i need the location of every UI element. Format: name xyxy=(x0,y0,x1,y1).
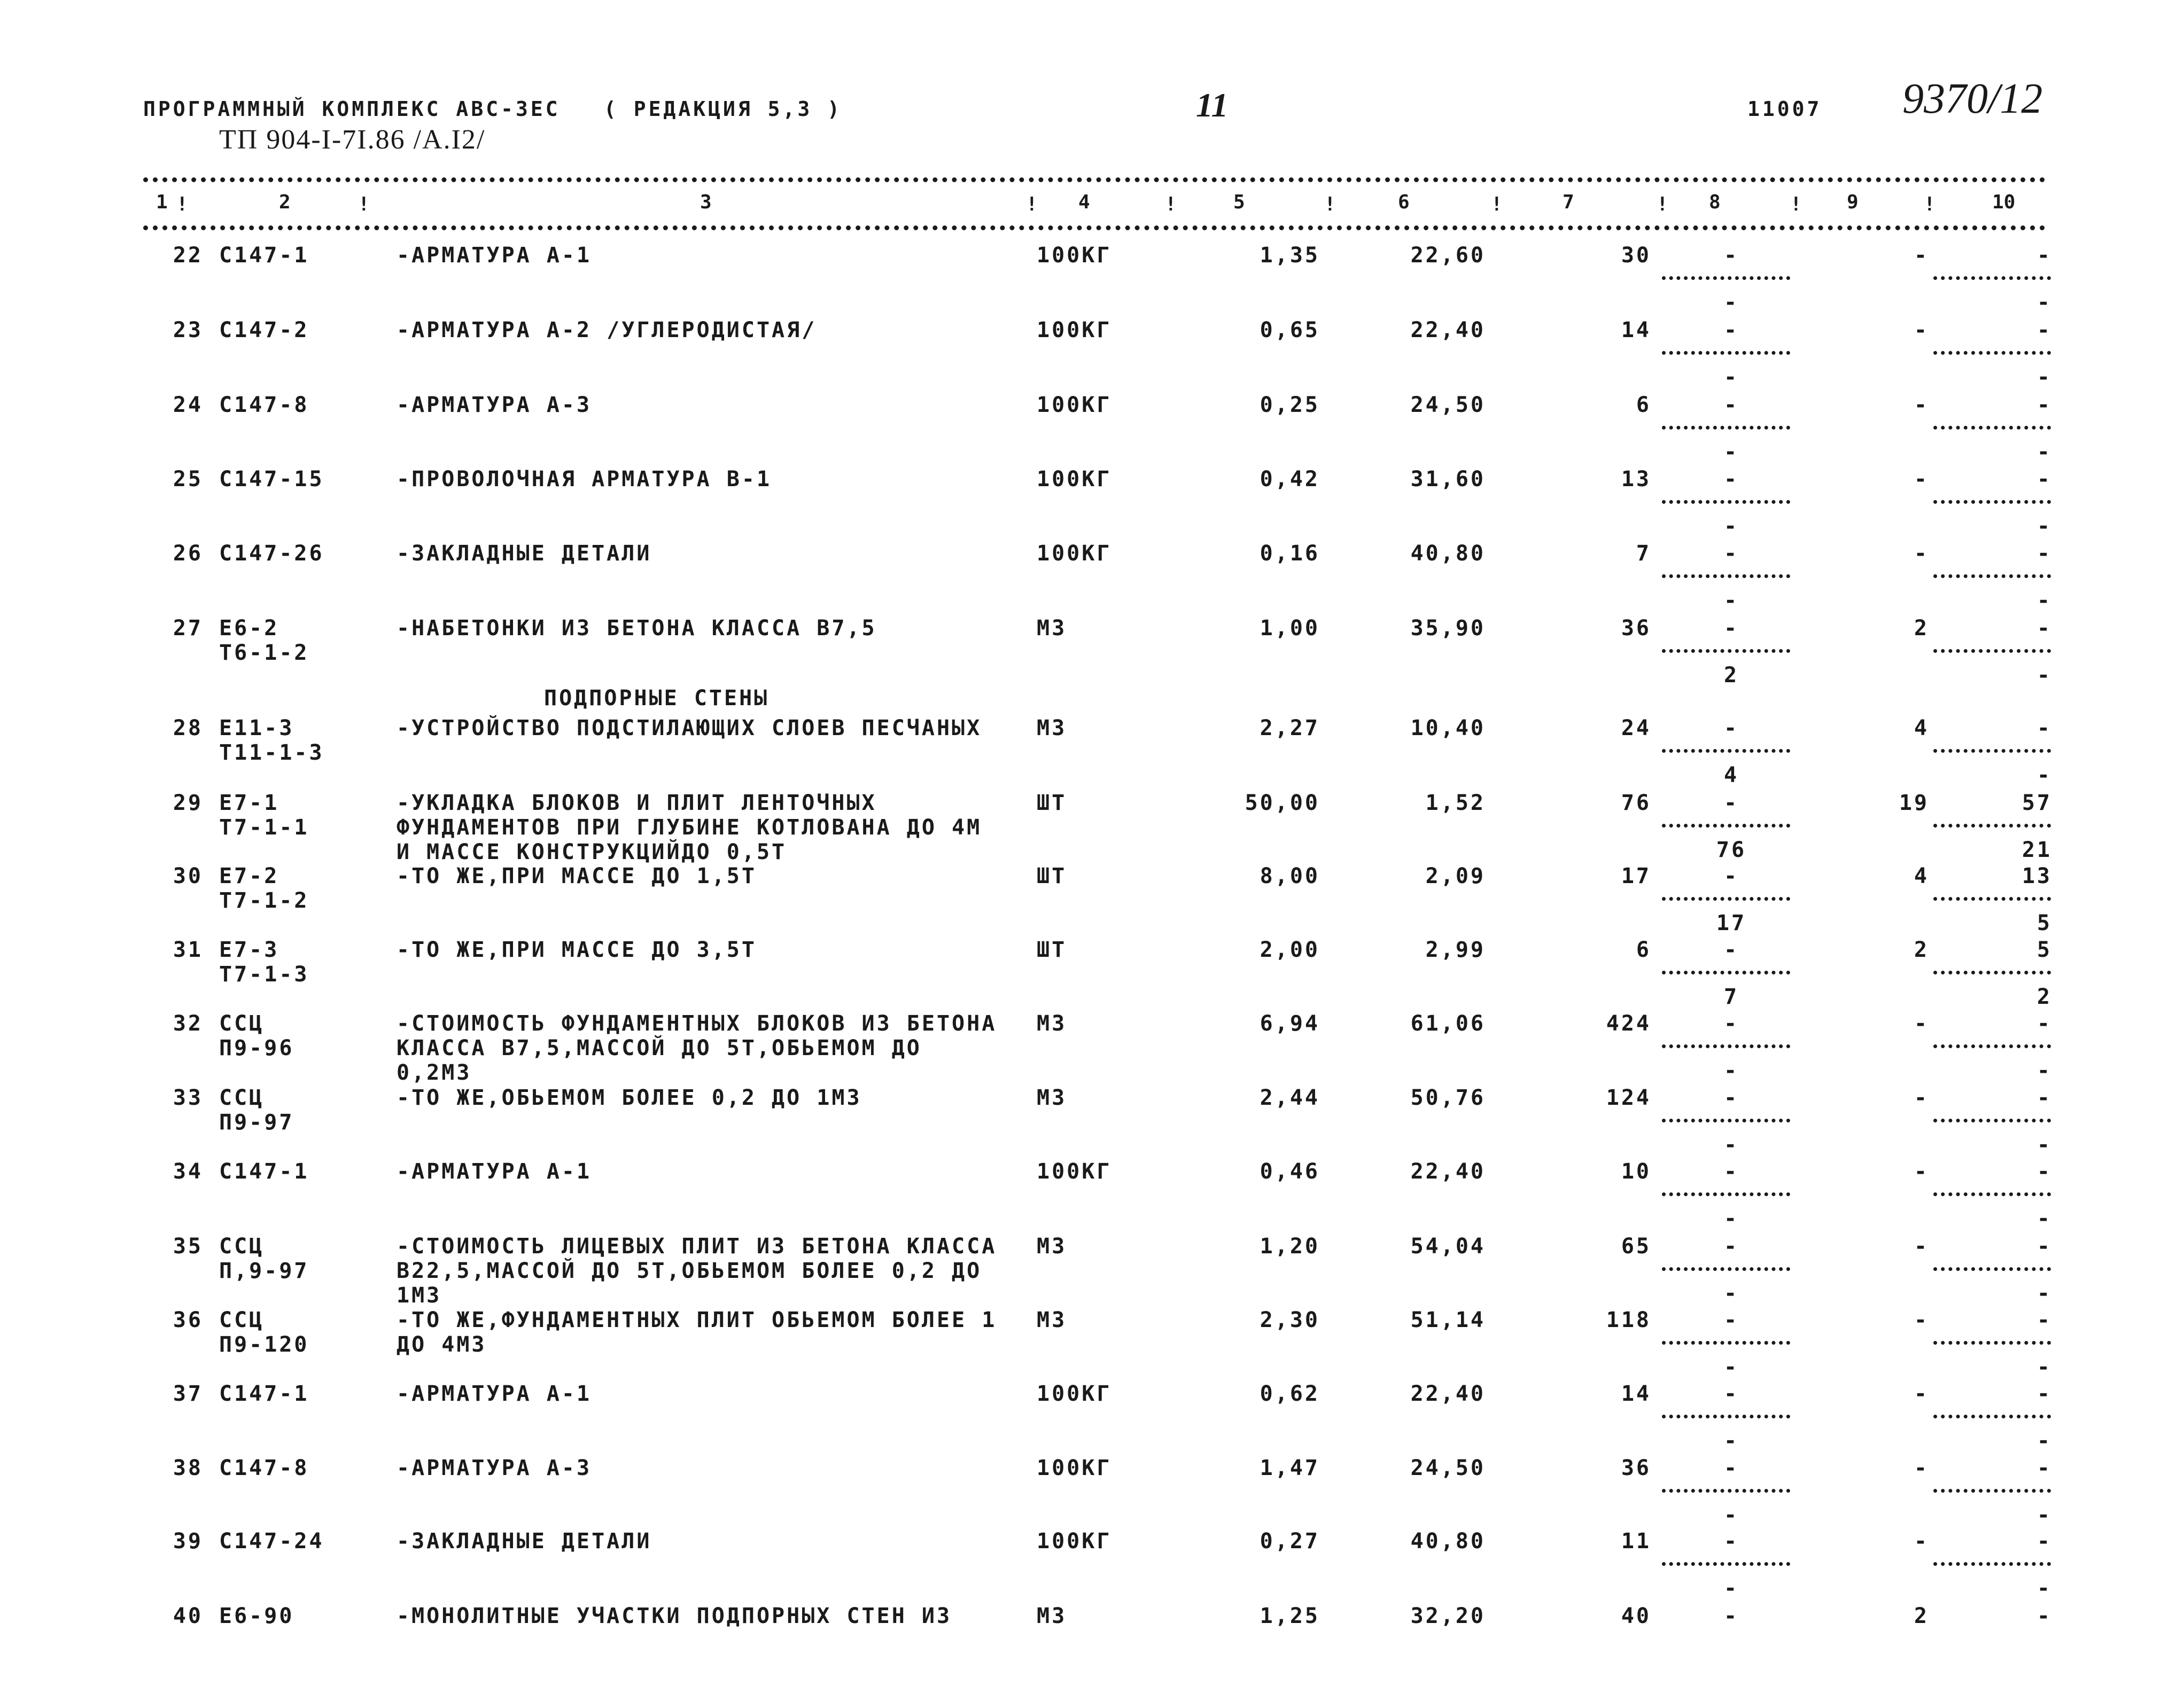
column-separator: ! xyxy=(1026,193,1038,215)
work-description: -АРМАТУРА А-1 xyxy=(397,1382,592,1406)
rate-code: С147-1 xyxy=(219,1159,309,1184)
cell-divider xyxy=(1933,351,2051,355)
cell-divider xyxy=(1662,1562,1790,1566)
column-separator: ! xyxy=(1165,193,1177,215)
col8-value: - xyxy=(1723,1086,1739,1110)
unit: ШТ xyxy=(1037,864,1067,888)
rate-code: С147-1 xyxy=(219,243,309,268)
quantity: 0,62 xyxy=(1260,1382,1320,1406)
cell-divider xyxy=(1933,1489,2051,1493)
row-number: 33 xyxy=(173,1086,203,1110)
total-cost: 24 xyxy=(1621,716,1651,740)
rate-code: Е7-1 Т7-1-1 xyxy=(219,791,309,840)
col8-value: - xyxy=(1723,318,1739,342)
col8-subvalue: - xyxy=(1723,1355,1739,1379)
work-description: -АРМАТУРА А-3 xyxy=(397,1456,592,1480)
col10-subvalue: - xyxy=(2037,1281,2052,1306)
col10-value: - xyxy=(2037,716,2052,740)
col10-subvalue: - xyxy=(2037,663,2052,688)
col9-value: 4 xyxy=(1914,716,1929,740)
col8-subvalue: - xyxy=(1723,440,1739,464)
project-code: ТП 904-I-7I.86 /А.I2/ xyxy=(219,124,486,155)
unit-price: 1,52 xyxy=(1425,791,1486,815)
column-separator: ! xyxy=(1790,193,1802,215)
unit: 100КГ xyxy=(1037,1456,1112,1480)
unit: ШТ xyxy=(1037,791,1067,815)
column-header-4: 4 xyxy=(1078,191,1090,213)
col8-subvalue: 4 xyxy=(1723,763,1739,787)
col10-value: 5 xyxy=(2037,938,2052,962)
unit-price: 61,06 xyxy=(1410,1011,1486,1036)
rate-code: ССЦ П9-96 xyxy=(219,1011,294,1060)
col9-value: - xyxy=(1914,1011,1929,1036)
column-separator: ! xyxy=(1324,193,1336,215)
edition-label: ( РЕДАКЦИЯ 5,3 ) xyxy=(604,97,843,121)
header-rule-bottom xyxy=(143,225,2046,230)
unit: 100КГ xyxy=(1037,467,1112,491)
col9-value: 2 xyxy=(1914,616,1929,641)
cell-divider xyxy=(1933,500,2051,504)
col8-value: - xyxy=(1723,243,1739,268)
col9-value: - xyxy=(1914,1234,1929,1259)
row-number: 35 xyxy=(173,1234,203,1259)
quantity: 2,27 xyxy=(1260,716,1320,740)
row-number: 39 xyxy=(173,1529,203,1554)
unit-price: 51,14 xyxy=(1410,1308,1486,1332)
col8-value: - xyxy=(1723,864,1739,888)
unit: М3 xyxy=(1037,1234,1067,1259)
col10-subvalue: 2 xyxy=(2037,985,2052,1009)
row-number: 30 xyxy=(173,864,203,888)
col8-value: - xyxy=(1723,791,1739,815)
unit-price: 10,40 xyxy=(1410,716,1486,740)
col8-value: - xyxy=(1723,1011,1739,1036)
column-separator: ! xyxy=(1657,193,1668,215)
col9-value: - xyxy=(1914,393,1929,417)
col8-value: - xyxy=(1723,716,1739,740)
column-header-6: 6 xyxy=(1398,191,1410,213)
rate-code: Е7-2 Т7-1-2 xyxy=(219,864,309,913)
cell-divider xyxy=(1933,1044,2051,1048)
total-cost: 76 xyxy=(1621,791,1651,815)
col8-value: - xyxy=(1723,616,1739,641)
col8-subvalue: 7 xyxy=(1723,985,1739,1009)
work-description: -ПРОВОЛОЧНАЯ АРМАТУРА В-1 xyxy=(397,467,772,491)
total-cost: 11 xyxy=(1621,1529,1651,1554)
work-description: -АРМАТУРА А-1 xyxy=(397,243,592,268)
handwritten-sheet-number: 9370/12 xyxy=(1902,75,2043,122)
unit-price: 22,40 xyxy=(1410,1382,1486,1406)
row-number: 37 xyxy=(173,1382,203,1406)
total-cost: 40 xyxy=(1621,1604,1651,1628)
work-description: -НАБЕТОНКИ ИЗ БЕТОНА КЛАССА В7,5 xyxy=(397,616,877,641)
col10-subvalue: - xyxy=(2037,1355,2052,1379)
cell-divider xyxy=(1662,897,1790,901)
row-number: 40 xyxy=(173,1604,203,1628)
unit-price: 22,40 xyxy=(1410,318,1486,342)
total-cost: 17 xyxy=(1621,864,1651,888)
col10-value: - xyxy=(2037,1011,2052,1036)
total-cost: 6 xyxy=(1636,393,1651,417)
col10-value: - xyxy=(2037,467,2052,491)
col10-value: - xyxy=(2037,1234,2052,1259)
col8-subvalue: - xyxy=(1723,1206,1739,1231)
column-separator: ! xyxy=(1924,193,1936,215)
column-header-7: 7 xyxy=(1563,191,1574,213)
col10-value: - xyxy=(2037,1159,2052,1184)
unit-price: 24,50 xyxy=(1410,1456,1486,1480)
column-separator: ! xyxy=(176,193,188,215)
cell-divider xyxy=(1933,1192,2051,1196)
cell-divider xyxy=(1662,824,1790,828)
unit-price: 40,80 xyxy=(1410,1529,1486,1554)
rate-code: С147-26 xyxy=(219,541,324,566)
quantity: 2,00 xyxy=(1260,938,1320,962)
col8-value: - xyxy=(1723,1529,1739,1554)
unit: 100КГ xyxy=(1037,1159,1112,1184)
unit: М3 xyxy=(1037,616,1067,641)
col10-subvalue: - xyxy=(2037,290,2052,315)
cell-divider xyxy=(1933,1562,2051,1566)
cell-divider xyxy=(1662,1415,1790,1418)
unit: М3 xyxy=(1037,1086,1067,1110)
row-number: 27 xyxy=(173,616,203,641)
cell-divider xyxy=(1662,1044,1790,1048)
row-number: 22 xyxy=(173,243,203,268)
rate-code: ССЦ П9-120 xyxy=(219,1308,309,1357)
work-description: -ТО ЖЕ,ОБЬЕМОМ БОЛЕЕ 0,2 ДО 1М3 xyxy=(397,1086,862,1110)
col10-value: - xyxy=(2037,541,2052,566)
cell-divider xyxy=(1662,276,1790,280)
row-number: 31 xyxy=(173,938,203,962)
work-description: -ЗАКЛАДНЫЕ ДЕТАЛИ xyxy=(397,541,652,566)
unit: 100КГ xyxy=(1037,318,1112,342)
quantity: 0,16 xyxy=(1260,541,1320,566)
unit-price: 35,90 xyxy=(1410,616,1486,641)
program-title: ПРОГРАММНЫЙ КОМПЛЕКС АВС-3ЕС xyxy=(143,97,561,121)
total-cost: 10 xyxy=(1621,1159,1651,1184)
col8-value: - xyxy=(1723,1604,1739,1628)
col10-subvalue: - xyxy=(2037,1058,2052,1083)
quantity: 1,47 xyxy=(1260,1456,1320,1480)
col9-value: - xyxy=(1914,1382,1929,1406)
unit: 100КГ xyxy=(1037,243,1112,268)
row-number: 24 xyxy=(173,393,203,417)
cell-divider xyxy=(1933,1341,2051,1345)
total-cost: 118 xyxy=(1606,1308,1651,1332)
rate-code: С147-24 xyxy=(219,1529,324,1554)
col10-value: 57 xyxy=(2022,791,2052,815)
col9-value: - xyxy=(1914,243,1929,268)
col10-subvalue: - xyxy=(2037,365,2052,389)
unit: М3 xyxy=(1037,1308,1067,1332)
column-header-10: 10 xyxy=(1992,191,2016,213)
col8-value: - xyxy=(1723,467,1739,491)
unit-price: 2,99 xyxy=(1425,938,1486,962)
work-description: -МОНОЛИТНЫЕ УЧАСТКИ ПОДПОРНЫХ СТЕН ИЗ xyxy=(397,1604,952,1628)
quantity: 6,94 xyxy=(1260,1011,1320,1036)
work-description: -ТО ЖЕ,ПРИ МАССЕ ДО 3,5Т xyxy=(397,938,757,962)
unit: 100КГ xyxy=(1037,1382,1112,1406)
column-header-9: 9 xyxy=(1847,191,1859,213)
column-separator: ! xyxy=(1491,193,1503,215)
col10-subvalue: - xyxy=(2037,440,2052,464)
quantity: 0,25 xyxy=(1260,393,1320,417)
col8-value: - xyxy=(1723,541,1739,566)
col9-value: 2 xyxy=(1914,938,1929,962)
col8-value: - xyxy=(1723,1234,1739,1259)
col8-value: - xyxy=(1723,1159,1739,1184)
document-code: 11007 xyxy=(1747,97,1822,121)
work-description: -ТО ЖЕ,ПРИ МАССЕ ДО 1,5Т xyxy=(397,864,757,888)
col8-subvalue: - xyxy=(1723,1576,1739,1601)
cell-divider xyxy=(1662,649,1790,653)
quantity: 0,42 xyxy=(1260,467,1320,491)
col10-value: - xyxy=(2037,1604,2052,1628)
col8-value: - xyxy=(1723,1382,1739,1406)
unit: 100КГ xyxy=(1037,541,1112,566)
cell-divider xyxy=(1662,1192,1790,1196)
col8-subvalue: - xyxy=(1723,1429,1739,1453)
total-cost: 6 xyxy=(1636,938,1651,962)
col8-subvalue: - xyxy=(1723,1503,1739,1527)
cell-divider xyxy=(1933,276,2051,280)
rate-code: Е7-3 Т7-1-3 xyxy=(219,938,309,987)
rate-code: ССЦ П9-97 xyxy=(219,1086,294,1135)
unit-price: 2,09 xyxy=(1425,864,1486,888)
unit: М3 xyxy=(1037,716,1067,740)
quantity: 2,44 xyxy=(1260,1086,1320,1110)
row-number: 29 xyxy=(173,791,203,815)
cell-divider xyxy=(1662,1119,1790,1122)
cell-divider xyxy=(1662,749,1790,753)
cell-divider xyxy=(1662,500,1790,504)
cell-divider xyxy=(1933,1119,2051,1122)
col10-value: 13 xyxy=(2022,864,2052,888)
col9-value: - xyxy=(1914,1529,1929,1554)
work-description: -УКЛАДКА БЛОКОВ И ПЛИТ ЛЕНТОЧНЫХ ФУНДАМЕНТОВ ПРИ ГЛУБИНЕ КОТЛОВАНА ДО 4М И МАССЕ КОНСТРУКЦИЙДО 0,5Т xyxy=(397,791,982,864)
col8-value: - xyxy=(1723,1308,1739,1332)
col8-subvalue: - xyxy=(1723,514,1739,539)
col9-value: - xyxy=(1914,1086,1929,1110)
cell-divider xyxy=(1662,1267,1790,1271)
col8-subvalue: - xyxy=(1723,290,1739,315)
col8-subvalue: 2 xyxy=(1723,663,1739,688)
unit: ШТ xyxy=(1037,938,1067,962)
row-number: 32 xyxy=(173,1011,203,1036)
rate-code: С147-1 xyxy=(219,1382,309,1406)
unit-price: 22,40 xyxy=(1410,1159,1486,1184)
total-cost: 65 xyxy=(1621,1234,1651,1259)
col8-subvalue: 17 xyxy=(1716,911,1747,935)
unit-price: 22,60 xyxy=(1410,243,1486,268)
cell-divider xyxy=(1933,824,2051,828)
work-description: -АРМАТУРА А-2 /УГЛЕРОДИСТАЯ/ xyxy=(397,318,817,342)
rate-code: С147-15 xyxy=(219,467,324,491)
cell-divider xyxy=(1933,649,2051,653)
cell-divider xyxy=(1933,971,2051,974)
col10-subvalue: - xyxy=(2037,1503,2052,1527)
col9-value: - xyxy=(1914,541,1929,566)
col8-subvalue: 76 xyxy=(1716,838,1747,862)
unit-price: 54,04 xyxy=(1410,1234,1486,1259)
rate-code: Е6-2 Т6-1-2 xyxy=(219,616,309,665)
column-header-8: 8 xyxy=(1709,191,1721,213)
column-separator: ! xyxy=(358,193,370,215)
page-number: 11 xyxy=(1196,86,1229,124)
work-description: -ТО ЖЕ,ФУНДАМЕНТНЫХ ПЛИТ ОБЬЕМОМ БОЛЕЕ 1 ДО 4М3 xyxy=(397,1308,997,1357)
header-rule-top xyxy=(143,177,2046,182)
total-cost: 36 xyxy=(1621,616,1651,641)
total-cost: 124 xyxy=(1606,1086,1651,1110)
column-header-1: 1 xyxy=(156,191,168,213)
row-number: 36 xyxy=(173,1308,203,1332)
col8-subvalue: - xyxy=(1723,1058,1739,1083)
work-description: -АРМАТУРА А-3 xyxy=(397,393,592,417)
col10-subvalue: 5 xyxy=(2037,911,2052,935)
unit: М3 xyxy=(1037,1604,1067,1628)
cell-divider xyxy=(1933,1415,2051,1418)
col10-subvalue: - xyxy=(2037,1576,2052,1601)
col8-subvalue: - xyxy=(1723,588,1739,613)
col10-value: - xyxy=(2037,1456,2052,1480)
column-header-5: 5 xyxy=(1233,191,1245,213)
rate-code: С147-2 xyxy=(219,318,309,342)
row-number: 34 xyxy=(173,1159,203,1184)
col8-value: - xyxy=(1723,938,1739,962)
col10-subvalue: - xyxy=(2037,588,2052,613)
rate-code: С147-8 xyxy=(219,1456,309,1480)
cell-divider xyxy=(1933,749,2051,753)
col8-value: - xyxy=(1723,1456,1739,1480)
col10-subvalue: - xyxy=(2037,514,2052,539)
work-description: -УСТРОЙСТВО ПОДСТИЛАЮЩИХ СЛОЕВ ПЕСЧАНЫХ xyxy=(397,716,982,740)
cell-divider xyxy=(1933,897,2051,901)
row-number: 23 xyxy=(173,318,203,342)
rate-code: Е11-3 Т11-1-3 xyxy=(219,716,324,765)
quantity: 0,27 xyxy=(1260,1529,1320,1554)
rate-code: С147-8 xyxy=(219,393,309,417)
col10-subvalue: 21 xyxy=(2022,838,2052,862)
cell-divider xyxy=(1662,971,1790,974)
col10-value: - xyxy=(2037,616,2052,641)
rate-code: Е6-90 xyxy=(219,1604,294,1628)
total-cost: 14 xyxy=(1621,318,1651,342)
total-cost: 14 xyxy=(1621,1382,1651,1406)
row-number: 25 xyxy=(173,467,203,491)
cell-divider xyxy=(1662,351,1790,355)
unit: 100КГ xyxy=(1037,1529,1112,1554)
unit-price: 40,80 xyxy=(1410,541,1486,566)
col10-value: - xyxy=(2037,1382,2052,1406)
quantity: 0,46 xyxy=(1260,1159,1320,1184)
col9-value: - xyxy=(1914,318,1929,342)
col10-value: - xyxy=(2037,243,2052,268)
column-header-2: 2 xyxy=(279,191,291,213)
cell-divider xyxy=(1662,1489,1790,1493)
unit: 100КГ xyxy=(1037,393,1112,417)
work-description: -СТОИМОСТЬ ЛИЦЕВЫХ ПЛИТ ИЗ БЕТОНА КЛАССА В22,5,МАССОЙ ДО 5Т,ОБЬЕМОМ БОЛЕЕ 0,2 ДО 1М3 xyxy=(397,1234,997,1308)
total-cost: 13 xyxy=(1621,467,1651,491)
row-number: 28 xyxy=(173,716,203,740)
rate-code: ССЦ П,9-97 xyxy=(219,1234,309,1283)
total-cost: 36 xyxy=(1621,1456,1651,1480)
col9-value: - xyxy=(1914,1159,1929,1184)
col10-subvalue: - xyxy=(2037,763,2052,787)
col9-value: - xyxy=(1914,1308,1929,1332)
cell-divider xyxy=(1662,574,1790,578)
section-title: ПОДПОРНЫЕ СТЕНЫ xyxy=(544,686,770,711)
quantity: 1,35 xyxy=(1260,243,1320,268)
col9-value: 2 xyxy=(1914,1604,1929,1628)
col10-value: - xyxy=(2037,1308,2052,1332)
col9-value: 19 xyxy=(1899,791,1929,815)
cell-divider xyxy=(1933,574,2051,578)
col9-value: - xyxy=(1914,467,1929,491)
col10-value: - xyxy=(2037,318,2052,342)
col9-value: 4 xyxy=(1914,864,1929,888)
unit-price: 32,20 xyxy=(1410,1604,1486,1628)
cell-divider xyxy=(1933,1267,2051,1271)
col8-subvalue: - xyxy=(1723,1281,1739,1306)
row-number: 26 xyxy=(173,541,203,566)
total-cost: 424 xyxy=(1606,1011,1651,1036)
col8-value: - xyxy=(1723,393,1739,417)
work-description: -ЗАКЛАДНЫЕ ДЕТАЛИ xyxy=(397,1529,652,1554)
col10-subvalue: - xyxy=(2037,1206,2052,1231)
quantity: 8,00 xyxy=(1260,864,1320,888)
quantity: 1,00 xyxy=(1260,616,1320,641)
col10-value: - xyxy=(2037,393,2052,417)
unit-price: 31,60 xyxy=(1410,467,1486,491)
work-description: -АРМАТУРА А-1 xyxy=(397,1159,592,1184)
cell-divider xyxy=(1662,426,1790,430)
row-number: 38 xyxy=(173,1456,203,1480)
work-description: -СТОИМОСТЬ ФУНДАМЕНТНЫХ БЛОКОВ ИЗ БЕТОНА КЛАССА В7,5,МАССОЙ ДО 5Т,ОБЬЕМОМ ДО 0,2М3 xyxy=(397,1011,997,1085)
quantity: 1,20 xyxy=(1260,1234,1320,1259)
quantity: 50,00 xyxy=(1245,791,1320,815)
unit-price: 50,76 xyxy=(1410,1086,1486,1110)
col10-value: - xyxy=(2037,1529,2052,1554)
unit: М3 xyxy=(1037,1011,1067,1036)
unit-price: 24,50 xyxy=(1410,393,1486,417)
col8-subvalue: - xyxy=(1723,1133,1739,1157)
col9-value: - xyxy=(1914,1456,1929,1480)
col10-value: - xyxy=(2037,1086,2052,1110)
quantity: 2,30 xyxy=(1260,1308,1320,1332)
column-header-3: 3 xyxy=(700,191,712,213)
cell-divider xyxy=(1662,1341,1790,1345)
quantity: 0,65 xyxy=(1260,318,1320,342)
col10-subvalue: - xyxy=(2037,1429,2052,1453)
total-cost: 30 xyxy=(1621,243,1651,268)
total-cost: 7 xyxy=(1636,541,1651,566)
cell-divider xyxy=(1933,426,2051,430)
quantity: 1,25 xyxy=(1260,1604,1320,1628)
col10-subvalue: - xyxy=(2037,1133,2052,1157)
col8-subvalue: - xyxy=(1723,365,1739,389)
